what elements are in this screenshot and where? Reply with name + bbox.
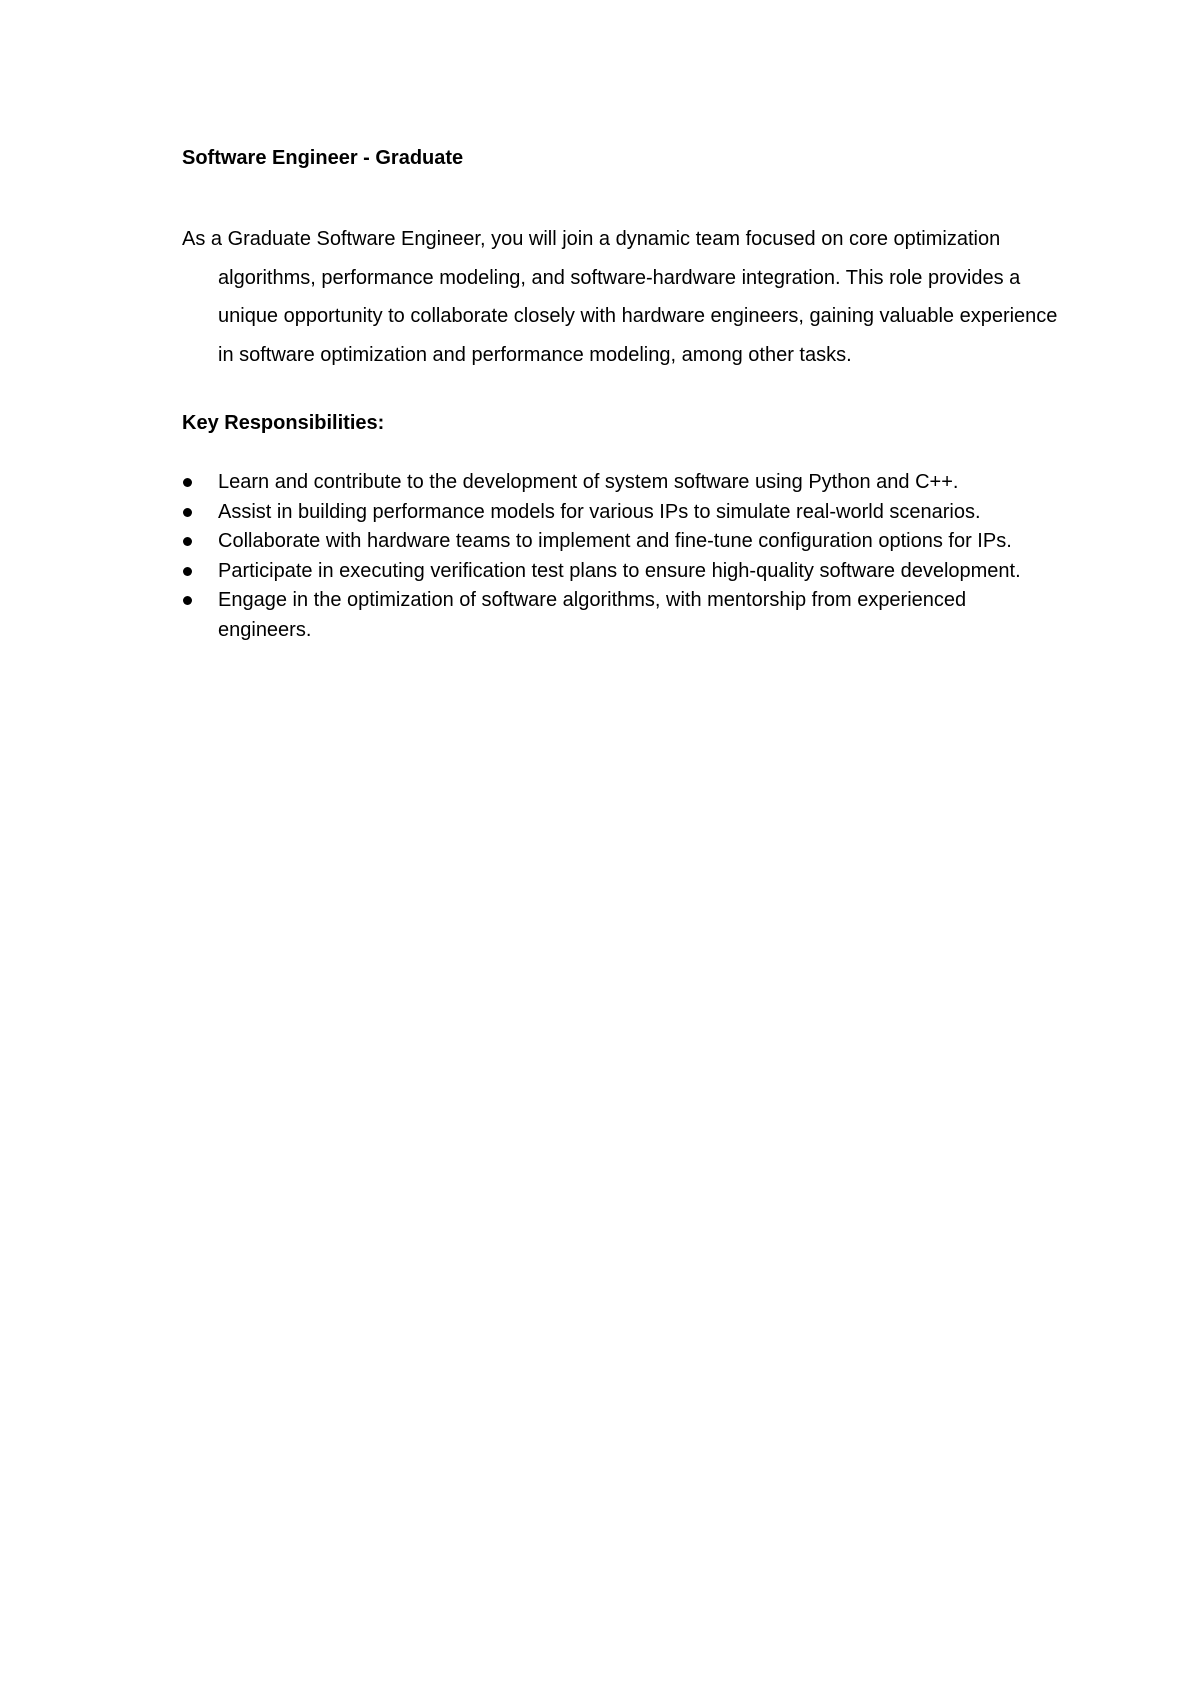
bullet-icon <box>183 596 192 605</box>
list-item-text: Engage in the optimization of software algorithms, with mentorship from experienced engineers. <box>218 589 967 641</box>
list-item <box>182 468 1062 498</box>
list-item-text: Participate in executing verification test plans to ensure high-quality software development. <box>218 559 1021 582</box>
list-item <box>182 557 1062 587</box>
list-item-text: Assist in building performance models for various IPs to simulate real-world scenarios. <box>218 500 981 523</box>
list-item <box>182 498 1062 528</box>
intro-paragraph: As a Graduate Software Engineer, you will join a dynamic team focused on core optimization algorithms, performance modeling, and software-hardware integration. This role provides a unique opportunity to collaborate closely with hardware engineers, gaining valuable experience in software optimization and performance modeling, among other tasks. <box>182 228 1058 366</box>
document-content <box>182 144 1062 645</box>
bullet-icon <box>183 508 192 517</box>
responsibilities-list <box>182 468 1062 645</box>
list-item-text: Collaborate with hardware teams to implement and fine-tune configuration options for IPs. <box>218 530 1012 552</box>
bullet-icon <box>183 567 192 576</box>
list-item <box>182 527 1062 557</box>
list-item-text: Learn and contribute to the development of system software using Python and C++. <box>218 471 959 493</box>
list-item <box>182 586 1062 645</box>
responsibilities-heading: Key Responsibilities: <box>182 412 385 434</box>
bullet-icon <box>183 478 192 487</box>
page-title: Software Engineer - Graduate <box>182 147 464 169</box>
bullet-icon <box>183 537 192 546</box>
